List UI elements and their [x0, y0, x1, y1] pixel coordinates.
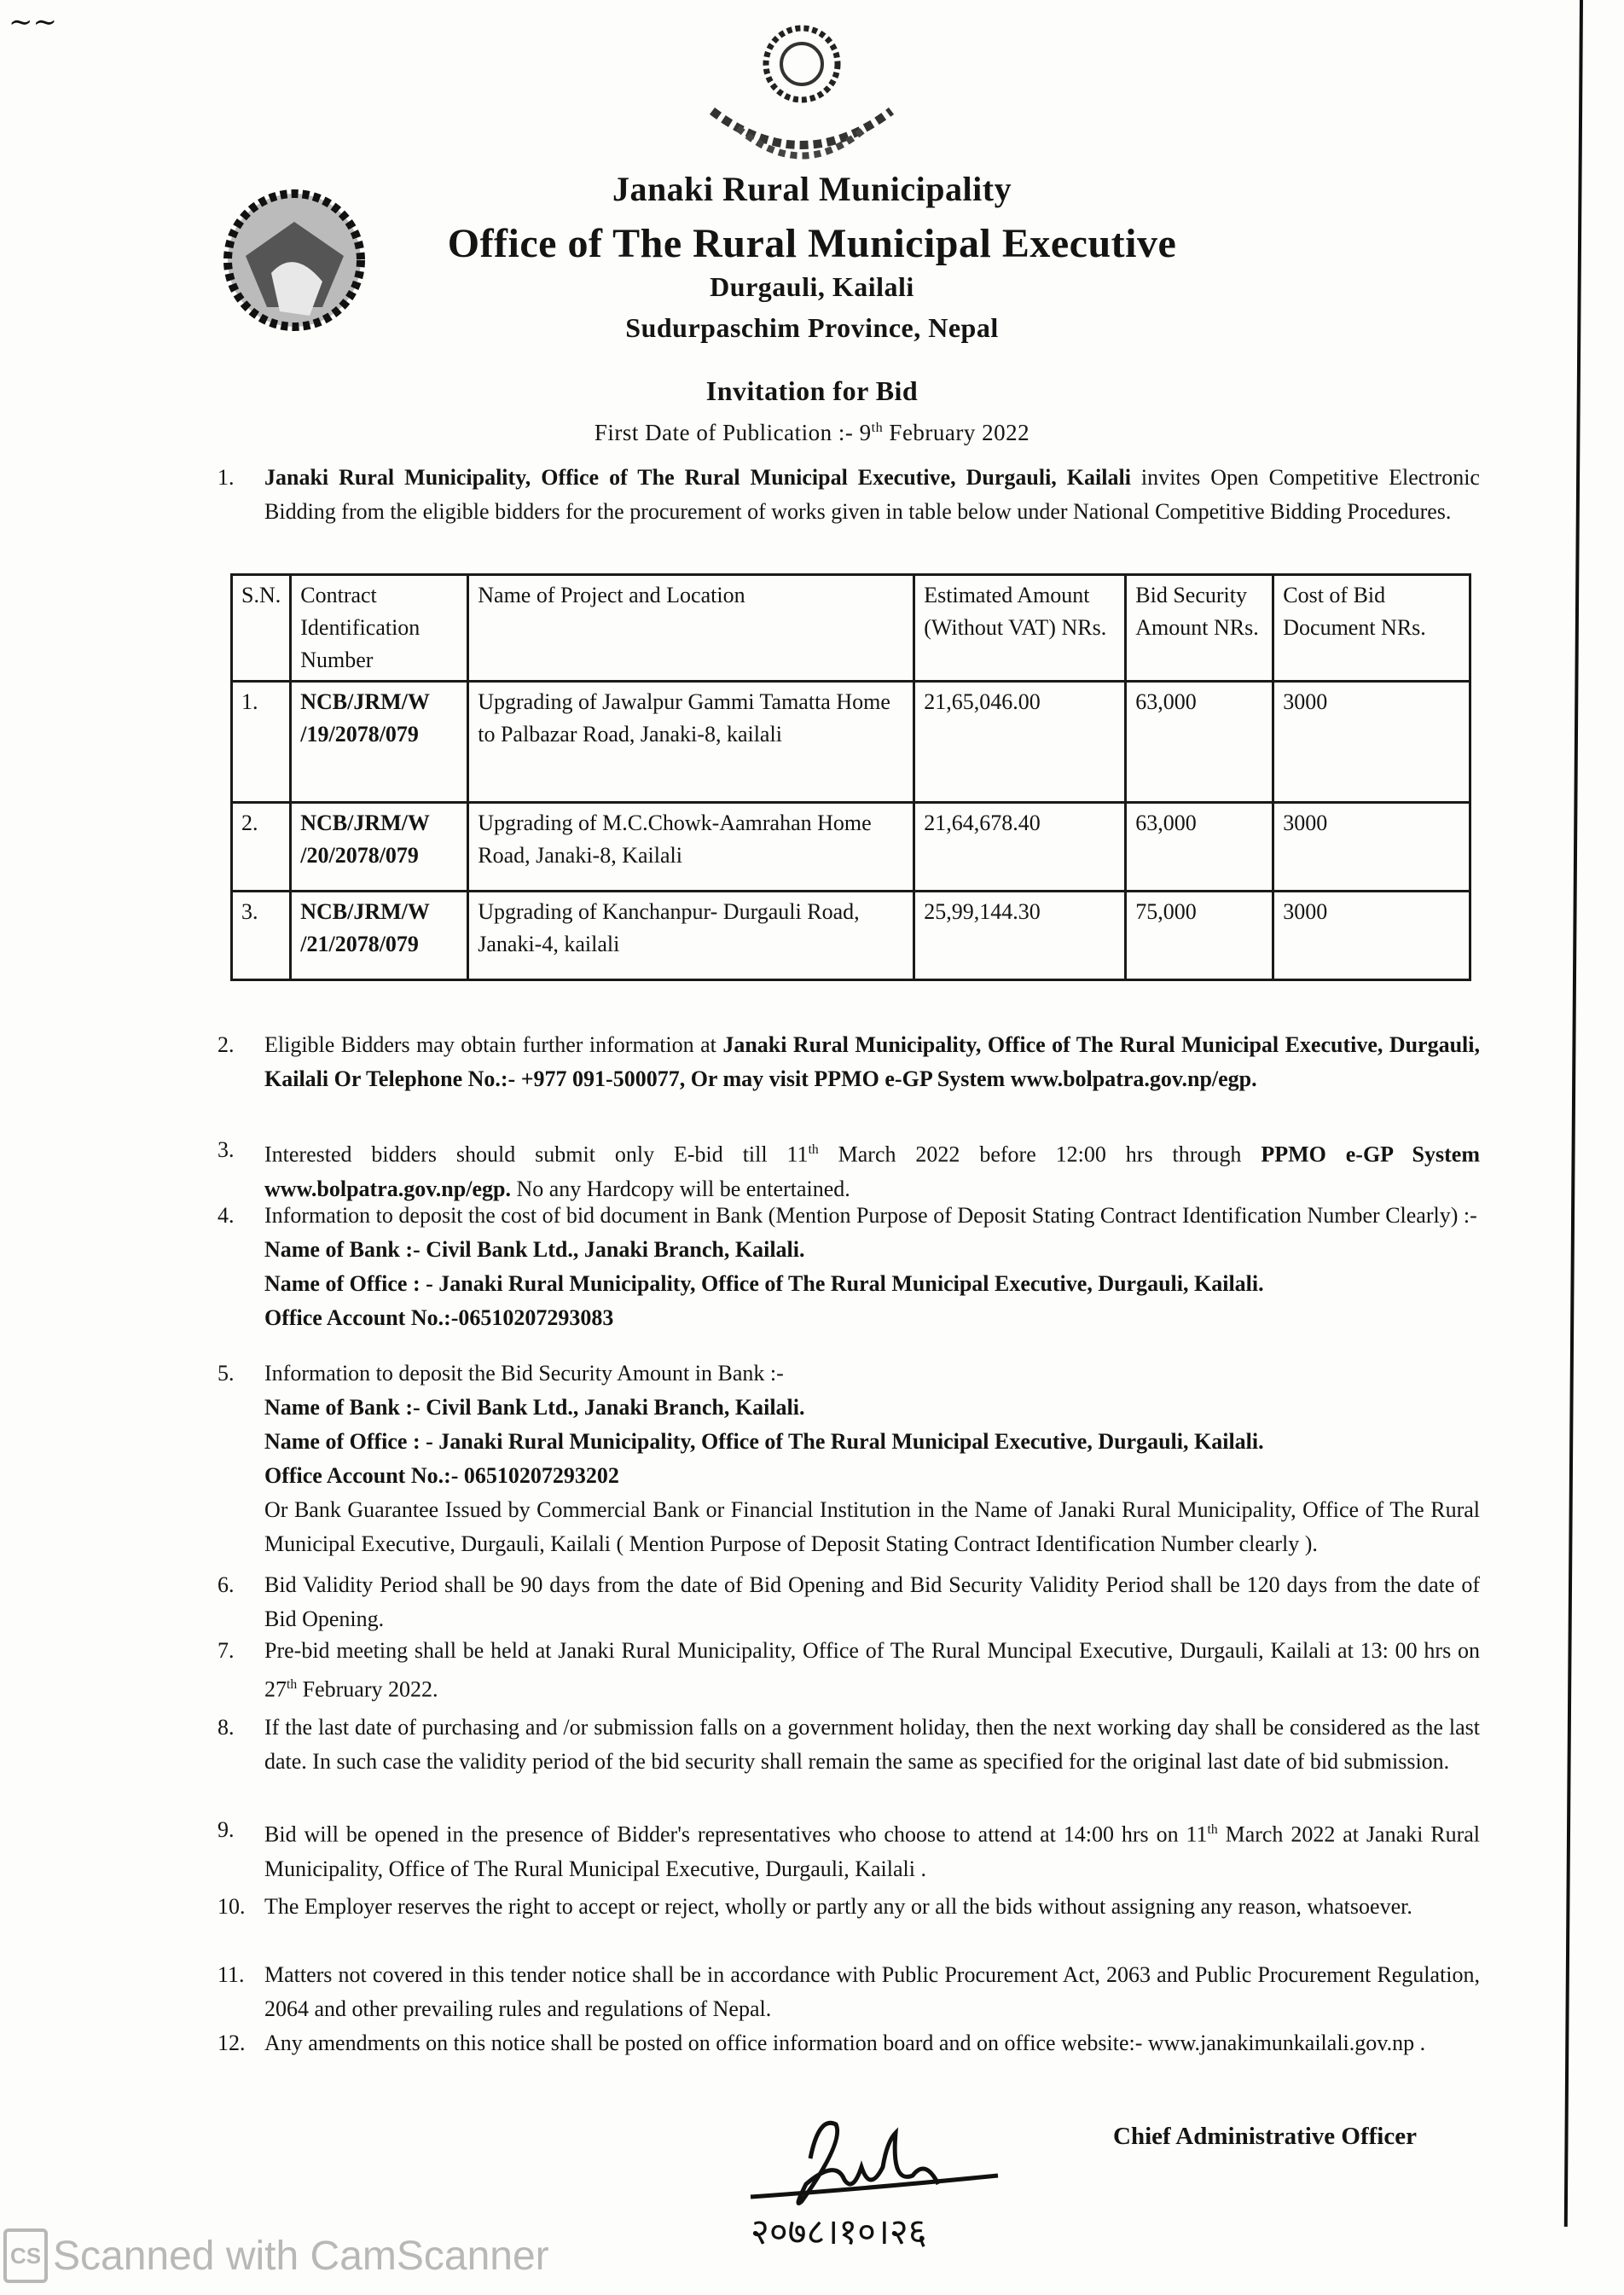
table-row: [232, 803, 1470, 892]
clause-5-office: Name of Office : - Janaki Rural Municipality, Office of The Rural Municipal Executive, Durgauli, Kailali.: [264, 1429, 1264, 1454]
signature-icon: [742, 2107, 1066, 2286]
clause-8: 8. If the last date of purchasing and /or submission falls on a government holiday, then the next working day shall be considered as the last date. In such case the validity period of the bid security shall remain the same as specified for the original last date of bid submission.: [218, 1715, 1480, 1774]
header-bid-security: Bid Security Amount NRs.: [1126, 575, 1273, 682]
row-bid-security: 63,000: [1126, 803, 1273, 892]
header-project-name: Name of Project and Location: [468, 575, 914, 682]
clause-4-account: Office Account No.:-06510207293083: [264, 1305, 614, 1330]
clause-2: 2. Eligible Bidders may obtain further information at Janaki Rural Municipality, Office of The Rural Municipal Executive, Durgauli, Kailali Or Telephone No.:- +977 091-500077, Or may visit PPMO e-GP System www.bolpatra.gov.np/egp.: [218, 1032, 1481, 1091]
clause-5: 5. Information to deposit the Bid Security Amount in Bank :- Name of Bank :- Civil Bank Ltd., Janaki Branch, Kailali. Name of Office : - Janaki Rural Municipality, Office of The Rural Municipal Executive, Durgauli, Kailali. Office Account No.:- 06510207293202 Or Bank Guarantee Issued by Commercial Bank or Financial Institution in the Name of Janaki Rural Municipality, Office of The Rural Municipal Executive, Durgauli, Kailali ( Mention Purpose of Deposit Stating Contract Identification Number clearly ).: [218, 1357, 1480, 1561]
clause-4-text: Information to deposit the cost of bid document in Bank (Mention Purpose of Deposit Stating Contract Identification Number Clearly) :-: [264, 1203, 1477, 1228]
row-bid-security: 63,000: [1126, 682, 1273, 803]
header-sn: S.N.: [232, 575, 291, 682]
province: Sudurpaschim Province, Nepal: [625, 312, 999, 343]
header-bid-document-cost: Cost of Bid Document NRs.: [1273, 575, 1470, 682]
row-project-name: Upgrading of M.C.Chowk-Aamrahan Home Road, Janaki-8, Kailali: [468, 803, 914, 892]
row-contract-id: NCB/JRM/W /19/2078/079: [291, 682, 468, 803]
header-contract-id: Contract Identification Number: [291, 575, 468, 682]
clause-5-account: Office Account No.:- 06510207293202: [264, 1463, 619, 1488]
clause-1: 1. Janaki Rural Municipality, Office of The Rural Municipal Executive, Durgauli, Kailali invites Open Competitive Electronic Bidding from the eligible bidders for the procurement of works given in table below under National Competitive Bidding Procedures.: [218, 465, 1480, 524]
svg-text:२०७८।१०।२६: २०७८।१०।२६: [751, 2211, 927, 2252]
clause-4: 4. Information to deposit the cost of bid document in Bank (Mention Purpose of Deposit Stating Contract Identification Number Clearly) :- Name of Bank :- Civil Bank Ltd., Janaki Branch, Kailali. Name of Office : - Janaki Rural Municipality, Office of The Rural Municipal Executive, Durgauli, Kailali. Office Account No.:-06510207293083: [218, 1199, 1480, 1335]
publication-date: First Date of Publication :- 9th February 2022: [594, 420, 1030, 445]
table-row: [232, 682, 1470, 803]
row-bid-document-cost: 3000: [1273, 682, 1470, 803]
row-bid-security: 75,000: [1126, 892, 1273, 980]
row-project-name: Upgrading of Kanchanpur- Durgauli Road, Janaki-4, kailali: [468, 892, 914, 980]
row-bid-document-cost: 3000: [1273, 892, 1470, 980]
row-estimated-amount: 25,99,144.30: [914, 892, 1126, 980]
row-contract-id: NCB/JRM/W /20/2078/079: [291, 803, 468, 892]
signatory-title: Chief Administrative Officer: [1113, 2123, 1417, 2150]
clause-7: 7. Pre-bid meeting shall be held at Janaki Rural Municipality, Office of The Rural Muncipal Executive, Durgauli, Kailali at 13: 00 hrs on 27th February 2022.: [218, 1638, 1480, 1702]
row-estimated-amount: 21,64,678.40: [914, 803, 1126, 892]
clause-4-bank: Name of Bank :- Civil Bank Ltd., Janaki Branch, Kailali.: [264, 1237, 805, 1262]
clause-6: 6. Bid Validity Period shall be 90 days from the date of Bid Opening and Bid Security Validity Period shall be 120 days from the date of Bid Opening.: [218, 1572, 1480, 1631]
clause-12: 12. Any amendments on this notice shall be posted on office information board and on office website:- www.janakimunkailali.gov.np .: [218, 2031, 1426, 2055]
row-sn: 1.: [232, 682, 291, 803]
notice-title: Invitation for Bid: [705, 375, 919, 406]
office-name: Office of The Rural Municipal Executive: [447, 221, 1177, 266]
clause-5-guarantee: Or Bank Guarantee Issued by Commercial Bank or Financial Institution in the Name of Janaki Rural Municipality, Office of The Rural Municipal Executive, Durgauli, Kailali ( Mention Purpose of Deposit Stating Contract Identification Number clearly ).: [264, 1497, 1480, 1556]
row-sn: 2.: [232, 803, 291, 892]
row-contract-id: NCB/JRM/W /21/2078/079: [291, 892, 468, 980]
row-estimated-amount: 21,65,046.00: [914, 682, 1126, 803]
watermark-text: Scanned with CamScanner: [53, 2233, 549, 2279]
scan-mark: ∼∼: [9, 7, 57, 38]
table-row: [232, 892, 1470, 980]
row-sn: 3.: [232, 892, 291, 980]
bid-table: [230, 573, 1471, 981]
row-project-name: Upgrading of Jawalpur Gammi Tamatta Home to Palbazar Road, Janaki-8, kailali: [468, 682, 914, 803]
clause-5-text: Information to deposit the Bid Security Amount in Bank :-: [264, 1361, 784, 1386]
header-estimated-amount: Estimated Amount (Without VAT) NRs.: [914, 575, 1126, 682]
clause-9: 9. Bid will be opened in the presence of Bidder's representatives who choose to attend at 14:00 hrs on 11th March 2022 at Janaki Rural Municipality, Office of The Rural Municipal Executive, Durgauli, Kailali .: [218, 1817, 1481, 1881]
clause-11: 11. Matters not covered in this tender notice shall be in accordance with Public Procurement Act, 2063 and Public Procurement Regulation, 2064 and other prevailing rules and regulations of Nepal.: [218, 1962, 1480, 2021]
camscanner-watermark: [3, 2228, 549, 2283]
table-header-row: [232, 575, 1470, 682]
address: Durgauli, Kailali: [710, 271, 914, 302]
clause-4-office: Name of Office : - Janaki Rural Municipality, Office of The Rural Municipal Executive, Durgauli, Kailali.: [264, 1271, 1264, 1296]
clause-10: 10. The Employer reserves the right to accept or reject, wholly or partly any or all the bids without assigning any reason, whatsoever.: [218, 1894, 1412, 1919]
municipality-name: Janaki Rural Municipality: [612, 170, 1012, 208]
clause-5-bank: Name of Bank :- Civil Bank Ltd., Janaki Branch, Kailali.: [264, 1395, 805, 1420]
camscanner-logo-icon: CS: [3, 2228, 48, 2283]
row-bid-document-cost: 3000: [1273, 803, 1470, 892]
clause-3: 3. Interested bidders should submit only E-bid till 11th March 2022 before 12:00 hrs through PPMO e-GP System www.bolpatra.gov.np/egp. No any Hardcopy will be entertained.: [218, 1137, 1480, 1201]
